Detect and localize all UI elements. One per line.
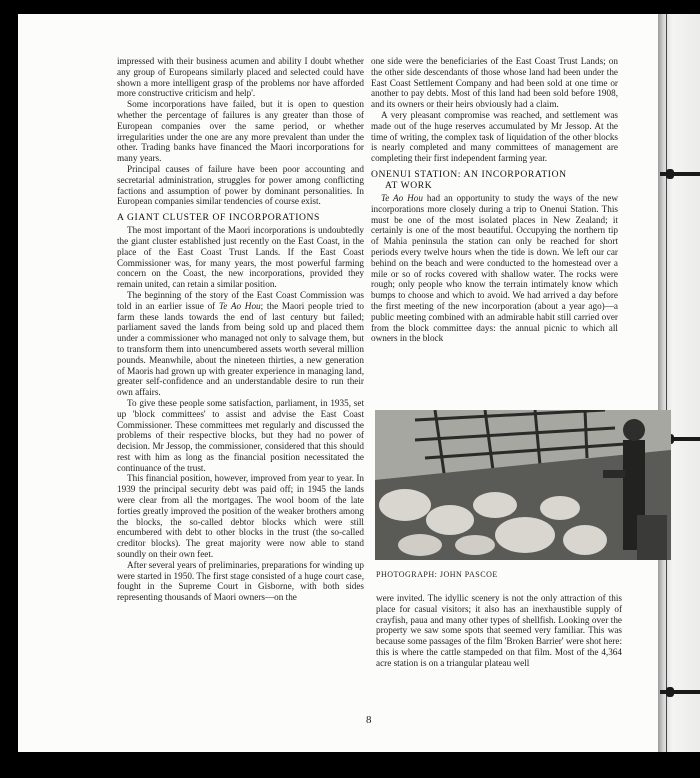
paragraph: The most important of the Maori incorporations is undoubtedly the giant cluster established just recently on the East Coast, in the place of the East Coast Trust Lands. If the East Coast Commissioner was, for many years, the most powerful farming concern on the Coast, the new incorporations, provided they remain united, can retain a similar position. (117, 225, 364, 290)
paragraph: one side were the beneficiaries of the East Coast Trust Lands; on the other side descendants of those whose land had been under the East Coast Settlement Company and had been sold at one time or another to pay debts. Most of this land had been sold before 1908, and its owners or their heirs obviously had a claim. (371, 56, 618, 110)
right-column (371, 56, 618, 344)
binding-edge (666, 14, 667, 752)
paragraph: To give these people some satisfaction, parliament, in 1935, set up 'block committees' to assist and advise the East Coast Commissioner. These committees met regularly and discussed the problems of their respective blocks, but they had no power of decision. Mr Jessop, the commissioner, considered that this should rest with him as long as the financial position necessitated the continuance of the trust. (117, 397, 364, 473)
photograph-sheep-yard (375, 410, 671, 560)
paragraph: were invited. The idyllic scenery is not the only attraction of this place for casual visitors; it also has an inexhaustible supply of crayfish, paua and many other types of shellfish. Looking over the property we saw some spots that seemed very familiar. This was because some passages of the film 'Broken Barrier' were shot here: this is where the cattle stampeded on that film. Most of the 4,364 acre station is on a triangular plateau well (376, 593, 622, 668)
section-heading-giant-cluster: A GIANT CLUSTER OF INCORPORATIONS (117, 212, 320, 224)
photo-caption: PHOTOGRAPH: JOHN PASCOE (376, 570, 498, 579)
page-number: 8 (366, 714, 372, 726)
publication-title: Te Ao Hou (218, 300, 261, 311)
left-column (117, 56, 364, 603)
paragraph: Some incorporations have failed, but it is open to question whether the percentage of failures is any greater than those of European companies over the same period, or whether irregularities under the one are any more prevalent than under the other. Trading banks have financed the Maori incorporations for many years. (117, 99, 364, 164)
paragraph: After several years of preliminaries, preparations for winding up were started in 1950. The first stage consisted of a huge court case, fought in the Supreme Court in Gisborne, with both sides representing thousands of Maori owners—on the (117, 559, 365, 603)
paragraph: This financial position, however, improved from year to year. In 1939 the principal security debt was paid off; in 1945 the lands were clear from all the mortgages. The wool boom of the late forties greatly improved the position of the weaker brothers among the blocks, the so-called debtor blocks which were still encumbered with debt to other blocks in the trust (the so-called creditor blocks). The great majority were now able to stand soundly on their own feet. (117, 473, 364, 560)
binding-staple-bottom (660, 690, 700, 694)
publication-title: Te Ao Hou (381, 192, 423, 203)
paragraph-text: had an opportunity to study the ways of the new incorporations more closely during a trip to Onenui Station. This must be one of the most isolated places in New Zealand; it certainly is one of the most beautiful. Occupying the northern tip of Mahia peninsula the station can only be reached for short periods every twelve hours when the tide is down. We left our car behind on the beach and were conducted to the homestead over a mile or so of rocks covered with shallow water. The rocks were rough; only people who know the terrain intimately know which bumps to choose and which to avoid. We had arrived a day before the first meeting of the new incorporation (about a year ago)—a public meeting combined with an admirable habit still carried over from the block committee days: the annual picnic to which all owners in the block (371, 192, 618, 344)
paragraph: Principal causes of failure have been poor accounting and secretarial administration, struggles for power among conflicting factions and assumption of power by dominant personalities. In European companies similar tendencies of course exist. (117, 163, 364, 207)
section-heading-onenui-station (371, 169, 618, 191)
binding-staple-top (660, 172, 700, 176)
paragraph: impressed with their business acumen and ability I doubt whether any group of Europeans similarly placed and selected could have shown a more intelligent grasp of the problems nor have afforded more constructive criticism and help'. (117, 56, 364, 99)
paragraph: A very pleasant compromise was reached, and settlement was made out of the huge reserves accumulated by Mr Jessop. At the time of writing, the complex task of liquidation of the other blocks is nearly completed and many committees of management are completing their first independent farming year. (371, 109, 618, 164)
paragraph (371, 193, 618, 344)
paragraph (117, 290, 364, 398)
heading-line: ONENUI STATION: AN INCORPORATION (371, 168, 567, 180)
paragraph-text: The beginning of the story of the East Coast Commission was told in an earlier issue of (117, 289, 364, 311)
binding-fold (658, 14, 700, 752)
right-column-continued (376, 593, 622, 669)
paragraph-text: ; the Maori people tried to farm these lands towards the end of last century but failed; parliament saved the lands from being sold up and placed them under a commissioner who managed not only to salvage them, but to transform them into unencumbered assets worth several million pounds. Meanwhile, about the nineteen thirties, a new generation of Maoris had grown up with greater experience in managing land, greater self-confidence and an understandable desire to run their own affairs. (117, 300, 364, 398)
heading-line: AT WORK (385, 179, 433, 191)
photograph-image (375, 410, 671, 560)
